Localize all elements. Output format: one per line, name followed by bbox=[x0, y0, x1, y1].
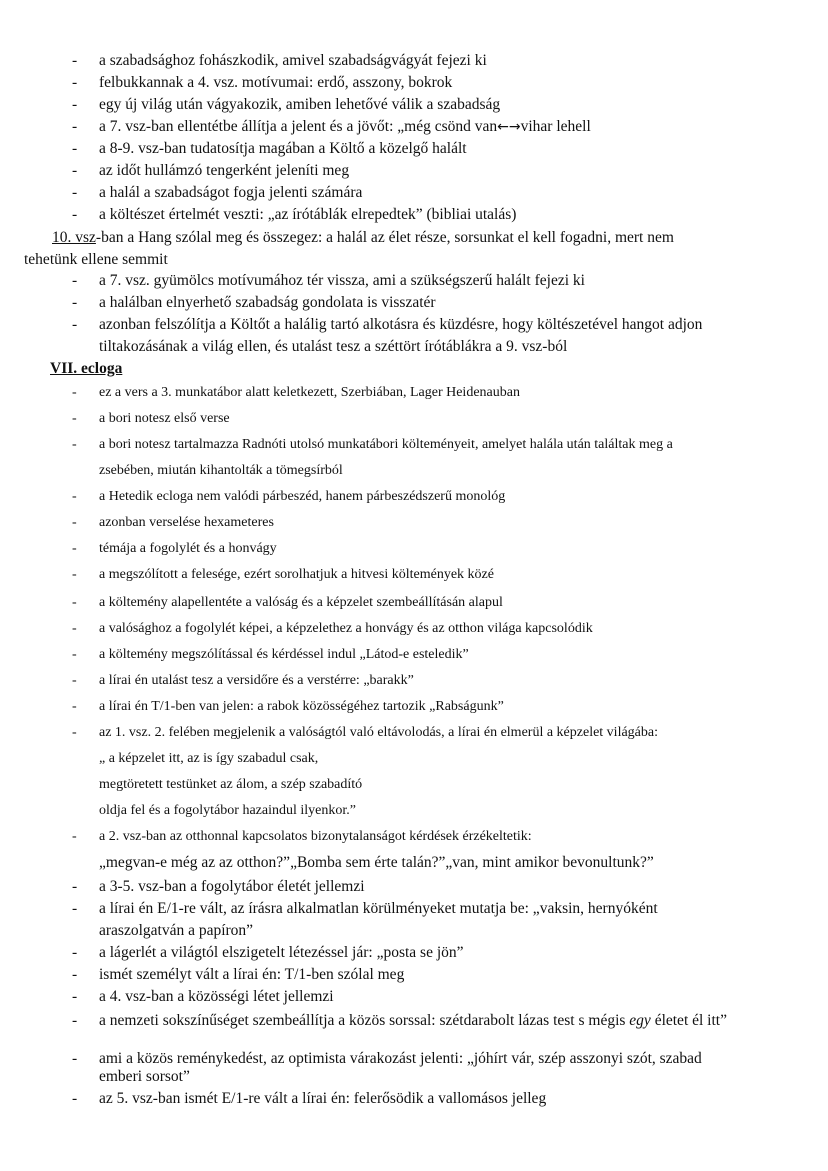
list-item-text-end: életet él itt” bbox=[650, 1012, 727, 1029]
list-dash: - bbox=[72, 725, 77, 740]
list-dash: - bbox=[72, 140, 78, 157]
list-dash: - bbox=[72, 541, 77, 556]
list-item-text: a lágerlét a világtól elszigetelt létezéssel jár: „posta se jön” bbox=[99, 944, 464, 961]
list-item-text: felbukkannak a 4. vsz. motívumai: erdő, asszony, bokrok bbox=[99, 74, 453, 91]
list-dash: - bbox=[72, 411, 77, 426]
line-vsz7-text: a 7. vsz-ban ellentétbe állítja a jelent és a jövőt: „még csönd van bbox=[99, 118, 498, 135]
list-item-continuation: araszolgatván a papíron” bbox=[99, 922, 254, 939]
list-item-text: ez a vers a 3. munkatábor alatt keletkezett, Szerbiában, Lager Heidenauban bbox=[99, 385, 520, 400]
list-dash: - bbox=[72, 647, 77, 662]
list-item-continuation: zsebében, miután kihantolták a tömegsírból bbox=[99, 463, 343, 478]
list-dash: - bbox=[72, 52, 78, 69]
list-dash: - bbox=[72, 385, 77, 400]
list-dash: - bbox=[72, 74, 78, 91]
list-item-text: azonban felszólítja a Költőt a halálig tartó alkotásra és küzdésre, hogy költészetével hangot adjon bbox=[99, 316, 703, 333]
list-item-text: egy új világ után vágyakozik, amiben lehetővé válik a szabadság bbox=[99, 96, 501, 113]
list-dash: - bbox=[72, 567, 77, 582]
list-item-text: ami a közös reménykedést, az optimista várakozást jelenti: „jóhírt vár, szép asszonyi szót, szabad bbox=[99, 1050, 702, 1067]
list-dash: - bbox=[72, 1050, 78, 1067]
list-item-text: az 1. vsz. 2. felében megjelenik a valóságtól való eltávolodás, a lírai én elmerül a képzelet világába: bbox=[99, 725, 658, 740]
list-dash: - bbox=[72, 1090, 78, 1107]
list-dash: - bbox=[72, 988, 78, 1005]
emphasis-text: egy bbox=[629, 1012, 651, 1029]
list-dash: - bbox=[72, 878, 78, 895]
list-dash: - bbox=[72, 184, 78, 201]
list-item-text: a halál a szabadságot fogja jelenti számára bbox=[99, 184, 363, 201]
list-item-text: a bori notesz tartalmazza Radnóti utolsó munkatábori költeményeit, amelyet halála után találtak meg a bbox=[99, 437, 673, 452]
list-item-text: a Hetedik ecloga nem valódi párbeszéd, hanem párbeszédszerű monológ bbox=[99, 489, 506, 504]
list-dash: - bbox=[72, 900, 78, 917]
list-dash: - bbox=[72, 829, 77, 844]
list-dash: - bbox=[72, 489, 77, 504]
list-dash: - bbox=[72, 621, 77, 636]
list-item-continuation: emberi sorsot” bbox=[99, 1068, 190, 1085]
list-dash: - bbox=[72, 437, 77, 452]
list-item-text: a lírai én T/1-ben van jelen: a rabok közösségéhez tartozik „Rabságunk” bbox=[99, 699, 504, 714]
section-heading: VII. ecloga bbox=[50, 360, 123, 377]
list-item-text: a költemény alapellentéte a valóság és a képzelet szembeállításán alapul bbox=[99, 595, 503, 610]
list-dash: - bbox=[72, 699, 77, 714]
quote-line: „megvan-e még az az otthon?”„Bomba sem érte talán?”„van, mint amikor bevonultunk?” bbox=[99, 854, 654, 871]
paragraph-vsz10 bbox=[52, 229, 674, 247]
quote-line: „ a képzelet itt, az is így szabadul csak, bbox=[99, 751, 319, 766]
list-dash: - bbox=[72, 162, 78, 179]
list-item-text: a bori notesz első verse bbox=[99, 411, 230, 426]
list-dash: - bbox=[72, 118, 78, 135]
list-item-text: a lírai én E/1-re vált, az írásra alkalmatlan körülményeket mutatja be: „vaksin, hernyóként bbox=[99, 900, 658, 917]
list-item-text: a 2. vsz-ban az otthonnal kapcsolatos bizonytalanságot kérdések érzékeltetik: bbox=[99, 829, 532, 844]
list-item-text: a 3-5. vsz-ban a fogolytábor életét jellemzi bbox=[99, 878, 365, 895]
quote-line: megtöretett testünket az álom, a szép szabadító bbox=[99, 777, 363, 792]
list-dash: - bbox=[72, 272, 78, 289]
list-dash: - bbox=[72, 966, 78, 983]
list-item-text: a költemény megszólítással és kérdéssel indul „Látod-e esteledik” bbox=[99, 647, 469, 662]
list-dash: - bbox=[72, 206, 78, 223]
list-dash: - bbox=[72, 673, 77, 688]
list-dash: - bbox=[72, 294, 78, 311]
list-item-text: ismét személyt vált a lírai én: T/1-ben szólal meg bbox=[99, 966, 405, 983]
paragraph-vsz10-lead: 10. vsz bbox=[52, 229, 96, 246]
list-item-text: a nemzeti sokszínűséget szembeállítja a közös sorssal: szétdarabolt lázas test s mégis bbox=[99, 1012, 630, 1029]
paragraph-vsz10-line2: tehetünk ellene semmit bbox=[24, 251, 168, 268]
list-dash: - bbox=[72, 944, 78, 961]
double-arrow-icon: ←→ bbox=[497, 119, 521, 135]
list-item-text: a szabadsághoz fohászkodik, amivel szabadságvágyát fejezi ki bbox=[99, 52, 487, 69]
list-item-text: a 8-9. vsz-ban tudatosítja magában a Költő a közelgő halált bbox=[99, 140, 467, 157]
list-dash: - bbox=[72, 316, 78, 333]
list-dash: - bbox=[72, 595, 77, 610]
list-item-text: a költészet értelmét veszti: „az írótáblák elrepedtek” (bibliai utalás) bbox=[99, 206, 517, 223]
list-item-text: a halálban elnyerhető szabadság gondolata is visszatér bbox=[99, 294, 436, 311]
list-dash: - bbox=[72, 1012, 78, 1029]
list-item-text: a lírai én utalást tesz a versidőre és a verstérre: „barakk” bbox=[99, 673, 414, 688]
list-item-text: témája a fogolylét és a honvágy bbox=[99, 541, 277, 556]
list-dash: - bbox=[72, 96, 78, 113]
list-item-continuation: tiltakozásának a világ ellen, és utalást tesz a széttört írótáblákra a 9. vsz-ból bbox=[99, 338, 568, 355]
list-item-text: a 7. vsz. gyümölcs motívumához tér vissza, ami a szükségszerű halált fejezi ki bbox=[99, 272, 585, 289]
list-item-text: a valósághoz a fogolylét képei, a képzelethez a honvágy és az otthon világa kapcsolódik bbox=[99, 621, 593, 636]
list-dash: - bbox=[72, 515, 77, 530]
list-item-text: az 5. vsz-ban ismét E/1-re vált a lírai én: felerősödik a vallomásos jelleg bbox=[99, 1090, 547, 1107]
list-item-text: azonban verselése hexameteres bbox=[99, 515, 274, 530]
quote-line: oldja fel és a fogolytábor hazaindul ilyenkor.” bbox=[99, 803, 356, 818]
list-item-text: a 4. vsz-ban a közösségi létet jellemzi bbox=[99, 988, 334, 1005]
list-item-text: a megszólított a felesége, ezért sorolhatjuk a hitvesi költemények közé bbox=[99, 567, 494, 582]
list-item-text: az időt hullámzó tengerként jeleníti meg bbox=[99, 162, 350, 179]
line-vsz7-text-end: vihar lehell bbox=[520, 118, 591, 135]
paragraph-vsz10-text: -ban a Hang szólal meg és összegez: a halál az élet része, sorsunkat el kell fogadni, mert nem bbox=[95, 229, 674, 246]
